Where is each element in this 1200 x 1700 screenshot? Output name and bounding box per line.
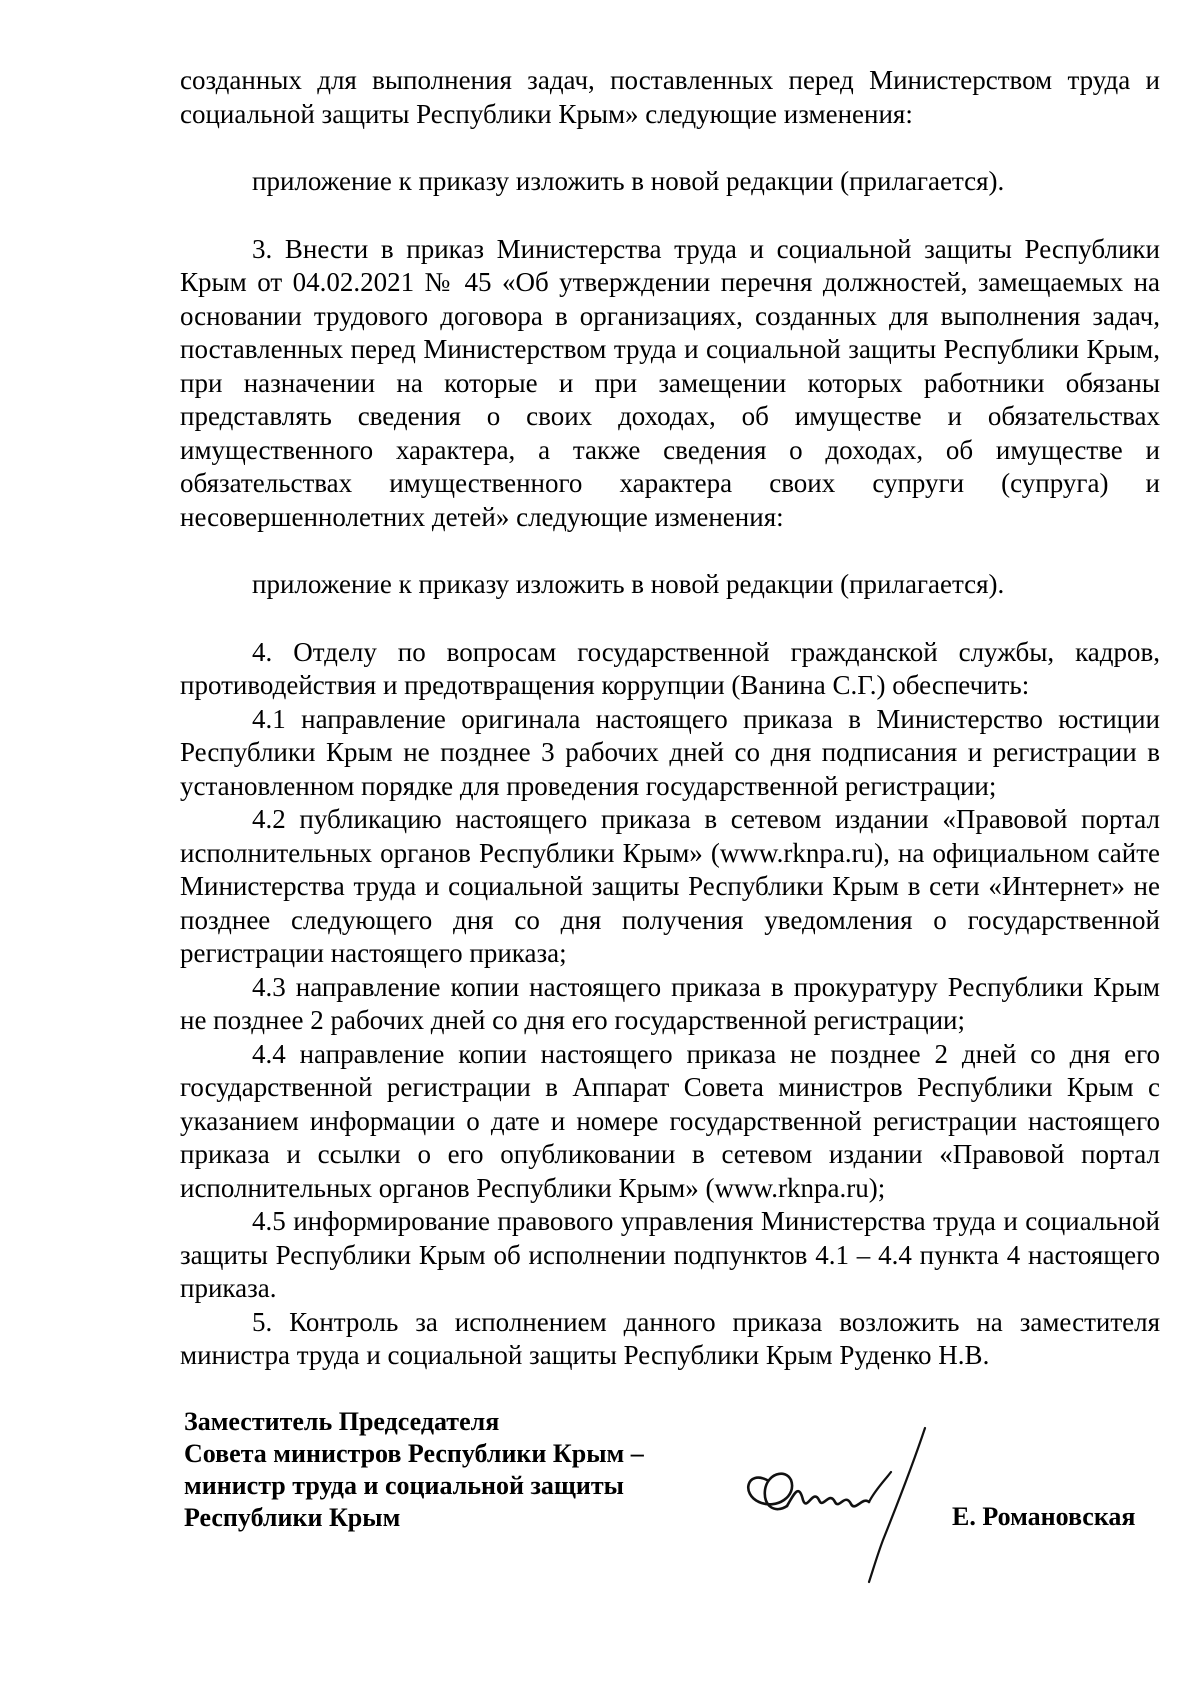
signatory-title-line-4: Республики Крым <box>184 1503 401 1532</box>
paragraph-appendix-note-2: приложение к приказу изложить в новой редакции (прилагается). <box>252 569 1005 599</box>
paragraph-item-4-2: 4.2 публикацию настоящего приказа в сетевом издании «Правовой портал исполнительных органов Республики Крым» (www.rknpa.ru), на официальном сайте Министерства труда и социальной защиты Республики Крым в сети «Интернет» не позднее следующего дня со дня получения уведомления о государственной регистрации настоящего приказа; <box>180 804 1160 968</box>
paragraph-appendix-note-1: приложение к приказу изложить в новой редакции (прилагается). <box>252 166 1005 196</box>
signatory-name: Е. Романовская <box>952 1502 1136 1531</box>
handwritten-signature <box>735 1410 955 1590</box>
signatory-title-line-2: Совета министров Республики Крым – <box>184 1439 644 1468</box>
signatory-title <box>184 1406 744 1534</box>
paragraph-item-4-4: 4.4 направление копии настоящего приказа не позднее 2 дней со дня его государственной регистрации в Аппарат Совета министров Республики Крым с указанием информации о дате и номере государственной регистрации настоящего приказа и ссылки о его опубликовании в сетевом издании «Правовой портал исполнительных органов Республики Крым» (www.rknpa.ru); <box>180 1038 1160 1203</box>
paragraph-item-4-1: 4.1 направление оригинала настоящего приказа в Министерство юстиции Республики Крым не позднее 3 рабочих дней со дня подписания и регистрации в установленном порядке для проведения государственной регистрации; <box>180 703 1160 801</box>
signatory-title-line-3: министр труда и социальной защиты <box>184 1471 624 1500</box>
paragraph-item-4-5: 4.5 информирование правового управления Министерства труда и социальной защиты Республики Крым об исполнении подпунктов 4.1 – 4.4 пункта 4 настоящего приказа. <box>180 1206 1160 1303</box>
paragraph-continuation: созданных для выполнения задач, поставленных перед Министерством труда и социальной защиты Республики Крым» следующие изменения: <box>180 65 1160 129</box>
paragraph-item-4-3: 4.3 направление копии настоящего приказа в прокуратуру Республики Крым не позднее 2 рабочих дней со дня его государственной регистрации; <box>180 971 1160 1035</box>
signatory-title-line-1: Заместитель Председателя <box>184 1407 500 1436</box>
paragraph-item-5: 5. Контроль за исполнением данного приказа возложить на заместителя министра труда и социальной защиты Республики Крым Руденко Н.В. <box>180 1306 1160 1370</box>
paragraph-item-3: 3. Внести в приказ Министерства труда и социальной защиты Республики Крым от 04.02.2021 № 45 «Об утверждении перечня должностей, замещаемых на основании трудового договора в организациях, созданных для выполнения задач, поставленных перед Министерством труда и социальной защиты Республики Крым, при назначении на которые и при замещении которых работники обязаны представлять сведения о своих доходах, об имуществе и обязательствах имущественного характера, а также сведения о доходах, об имуществе и обязательствах имущественного характера своих супруги (супруга) и несовершеннолетних детей» следующие изменения: <box>180 233 1160 532</box>
paragraph-item-4: 4. Отделу по вопросам государственной гражданской службы, кадров, противодействия и предотвращения коррупции (Ванина С.Г.) обеспечить: <box>180 636 1160 700</box>
document-body <box>180 64 1160 1373</box>
